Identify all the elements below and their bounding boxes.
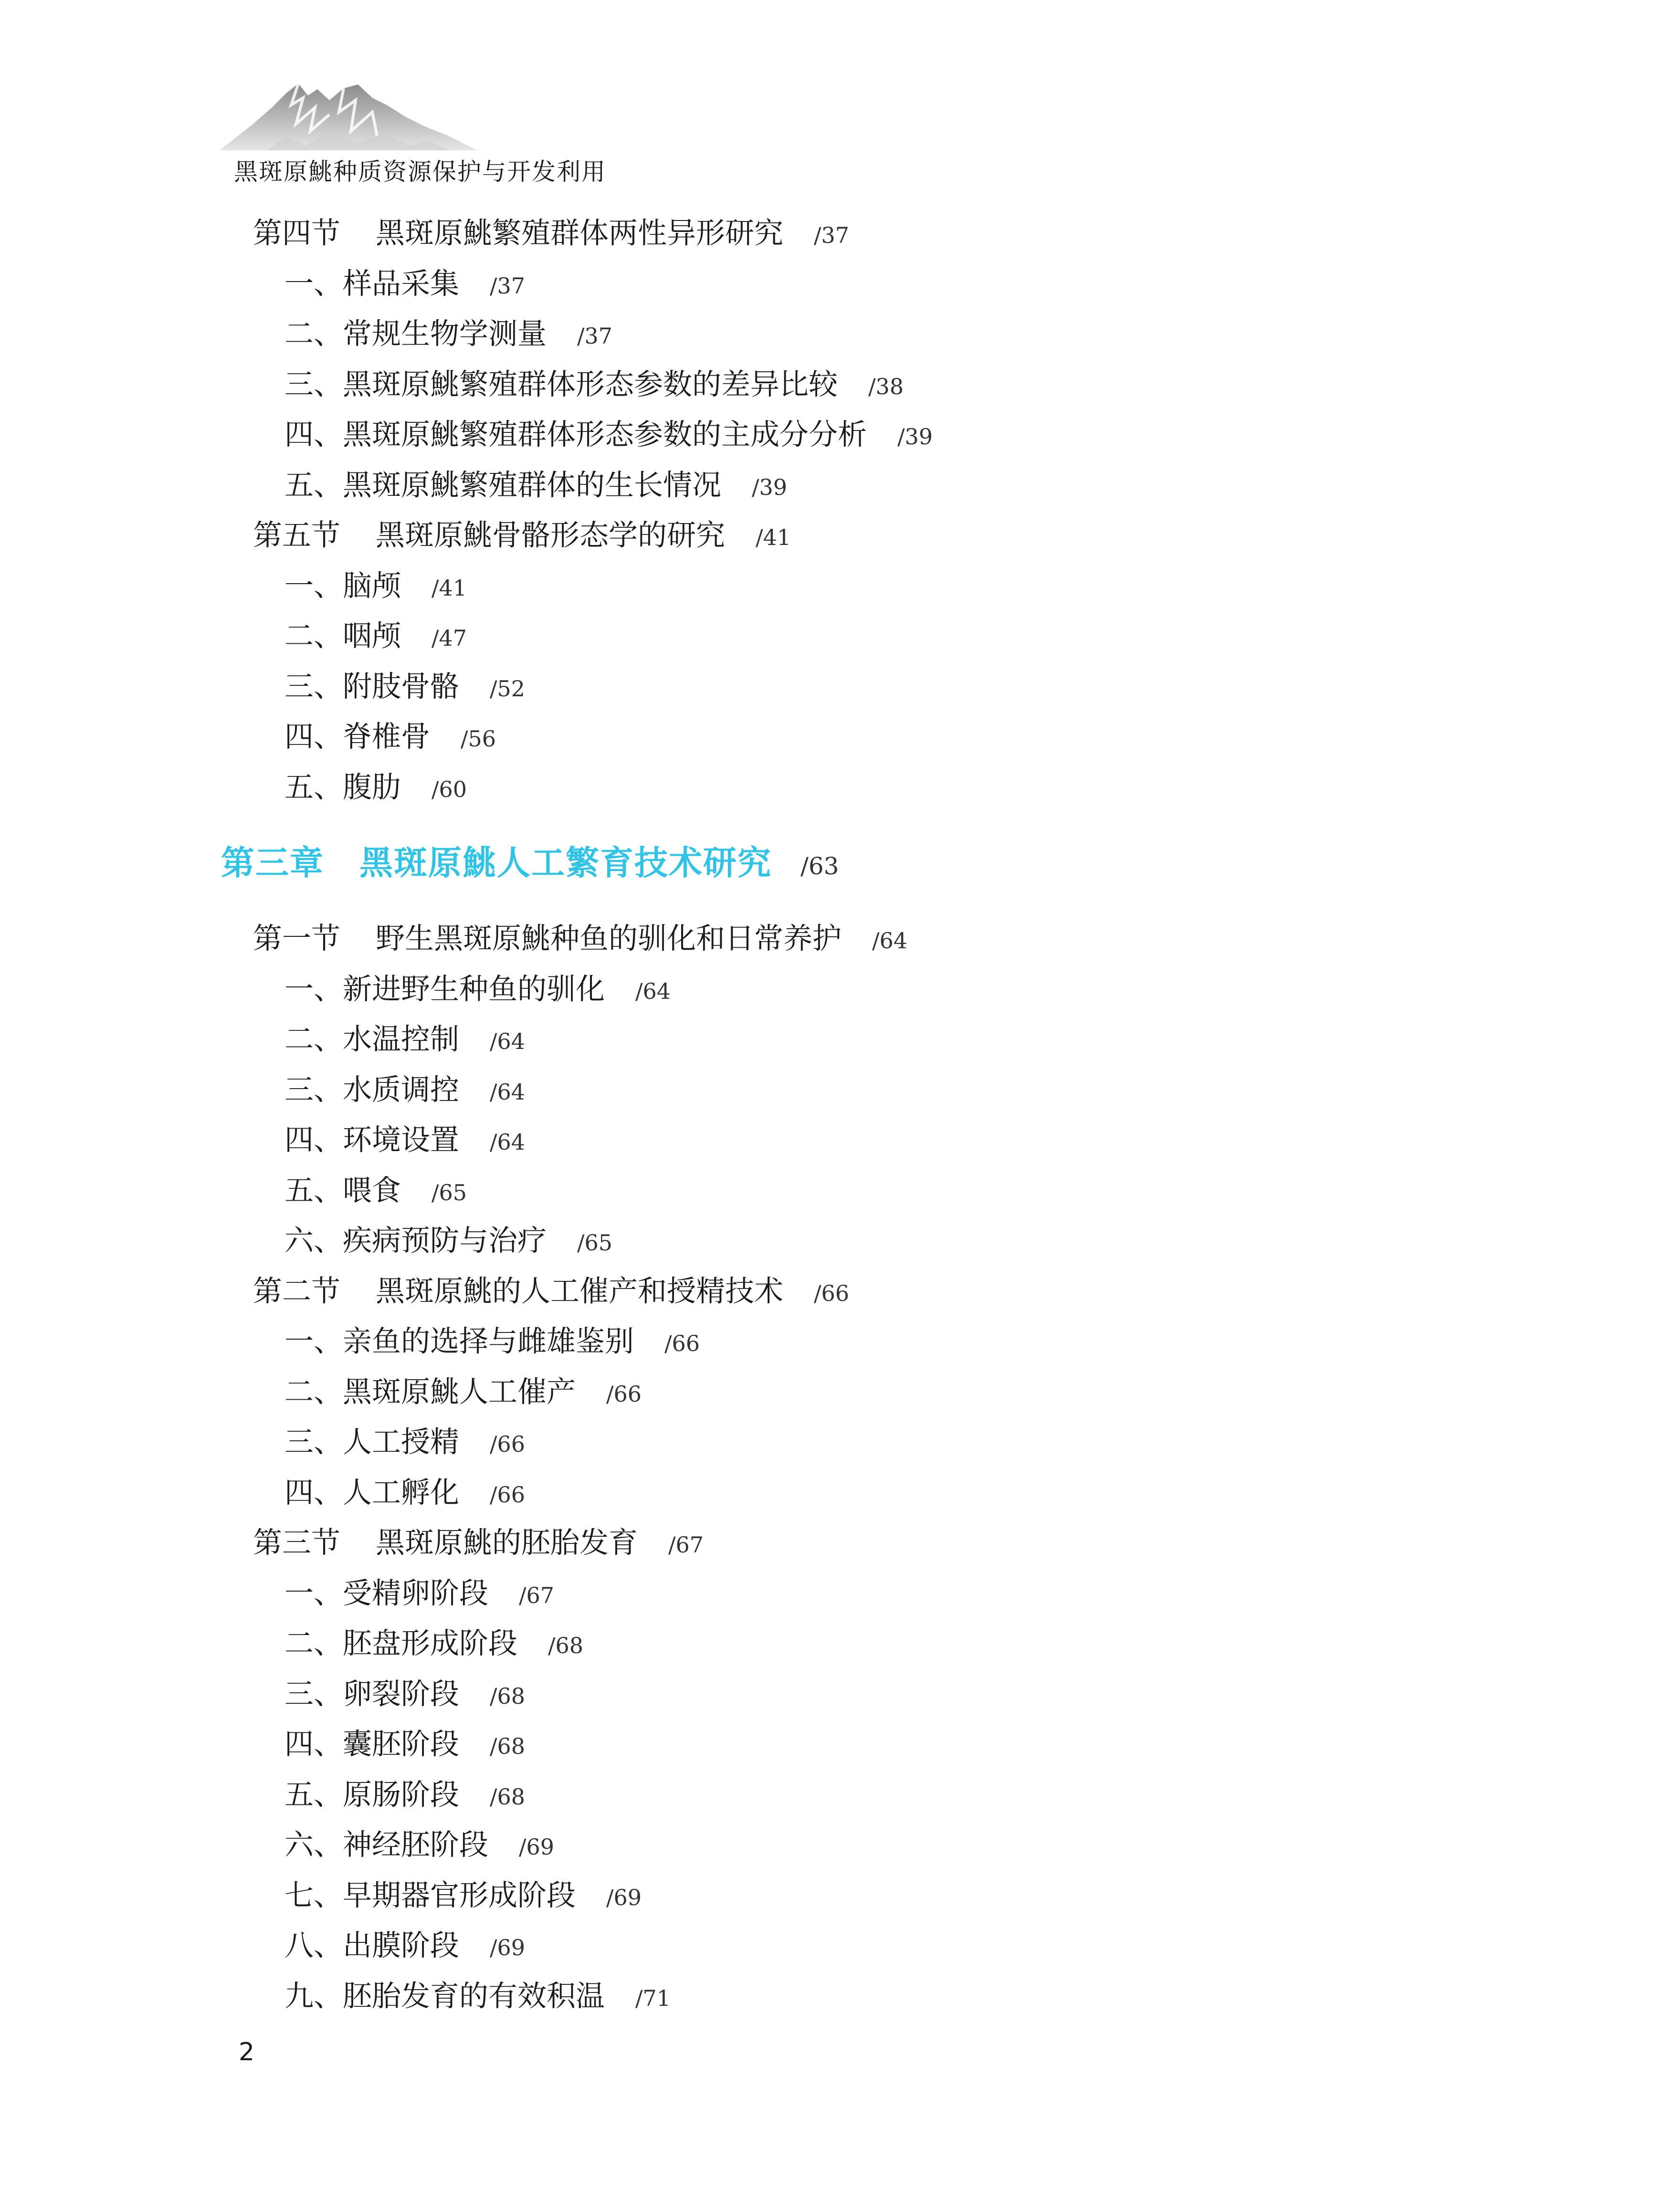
page-ref: /56 bbox=[461, 726, 496, 752]
toc-item[interactable] bbox=[284, 1879, 642, 1914]
item-label: 二、胚盘形成阶段 bbox=[284, 1626, 518, 1660]
item-label: 七、早期器官形成阶段 bbox=[284, 1878, 576, 1912]
toc-section[interactable] bbox=[253, 1526, 704, 1562]
page-ref: /41 bbox=[432, 575, 467, 601]
item-label: 二、黑斑原鮡人工催产 bbox=[284, 1375, 576, 1409]
page-ref: /71 bbox=[635, 1985, 671, 2011]
toc-section[interactable] bbox=[253, 519, 791, 554]
item-label: 四、黑斑原鮡繁殖群体形态参数的主成分分析 bbox=[284, 418, 867, 451]
toc-item[interactable] bbox=[284, 771, 467, 806]
section-title: 黑斑原鮡的胚胎发育 bbox=[376, 1526, 638, 1560]
toc-chapter[interactable] bbox=[221, 844, 839, 885]
item-label: 三、卵裂阶段 bbox=[284, 1677, 460, 1711]
item-label: 五、原肠阶段 bbox=[284, 1778, 460, 1812]
toc-item[interactable] bbox=[284, 1778, 525, 1814]
section-title: 黑斑原鮡繁殖群体两性异形研究 bbox=[376, 216, 784, 250]
page-ref: /66 bbox=[490, 1431, 526, 1457]
page-ref: /41 bbox=[756, 524, 791, 550]
page-ref: /66 bbox=[606, 1381, 642, 1407]
page-number: 2 bbox=[239, 2038, 255, 2066]
page-ref: /64 bbox=[490, 1028, 526, 1054]
toc-item[interactable] bbox=[284, 1426, 525, 1461]
item-label: 二、水温控制 bbox=[284, 1022, 460, 1056]
section-title: 野生黑斑原鮡种鱼的驯化和日常养护 bbox=[376, 922, 842, 955]
item-label: 三、黑斑原鮡繁殖群体形态参数的差异比较 bbox=[284, 367, 838, 401]
page-ref: /66 bbox=[664, 1331, 700, 1356]
item-label: 三、附肢骨骼 bbox=[284, 670, 460, 703]
toc-item[interactable] bbox=[284, 670, 525, 705]
toc-item[interactable] bbox=[284, 469, 787, 504]
item-label: 九、胚胎发育的有效积温 bbox=[284, 1979, 605, 2013]
page-ref: /64 bbox=[872, 928, 908, 954]
page-ref: /47 bbox=[432, 625, 467, 651]
toc-section[interactable] bbox=[253, 1275, 849, 1310]
toc-item[interactable] bbox=[284, 720, 496, 755]
toc-item[interactable] bbox=[284, 1174, 467, 1209]
item-label: 三、人工授精 bbox=[284, 1425, 460, 1459]
section-label: 第三节 bbox=[253, 1526, 341, 1560]
page-ref: /68 bbox=[490, 1784, 526, 1810]
page-ref: /39 bbox=[897, 424, 933, 450]
toc-item[interactable] bbox=[284, 1023, 525, 1058]
page-ref: /68 bbox=[490, 1733, 526, 1759]
toc-item[interactable] bbox=[284, 1728, 525, 1763]
toc-item[interactable] bbox=[284, 1476, 525, 1511]
page-ref: /38 bbox=[868, 374, 904, 399]
page-ref: /60 bbox=[432, 776, 467, 802]
page-ref: /69 bbox=[490, 1935, 526, 1960]
toc-section[interactable] bbox=[253, 217, 849, 252]
toc-item[interactable] bbox=[284, 1929, 525, 1964]
page-ref: /37 bbox=[577, 323, 613, 349]
item-label: 一、亲鱼的选择与雌雄鉴别 bbox=[284, 1324, 634, 1358]
toc-item[interactable] bbox=[284, 1828, 554, 1864]
toc-item[interactable] bbox=[284, 418, 933, 453]
item-label: 五、腹肋 bbox=[284, 770, 401, 804]
page-ref: /37 bbox=[490, 273, 526, 299]
item-label: 四、人工孵化 bbox=[284, 1476, 460, 1510]
toc-item[interactable] bbox=[284, 1375, 642, 1411]
toc-item[interactable] bbox=[284, 368, 904, 403]
item-label: 一、受精卵阶段 bbox=[284, 1576, 489, 1610]
toc-item[interactable] bbox=[284, 1677, 525, 1713]
toc-item[interactable] bbox=[284, 619, 467, 655]
page-ref: /67 bbox=[668, 1532, 704, 1558]
page-ref: /68 bbox=[548, 1633, 584, 1658]
item-label: 八、出膜阶段 bbox=[284, 1929, 460, 1962]
item-label: 一、样品采集 bbox=[284, 267, 460, 301]
section-label: 第四节 bbox=[253, 216, 341, 250]
item-label: 六、神经胚阶段 bbox=[284, 1828, 489, 1862]
item-label: 五、黑斑原鮡繁殖群体的生长情况 bbox=[284, 468, 722, 502]
item-label: 二、常规生物学测量 bbox=[284, 317, 547, 351]
item-label: 四、环境设置 bbox=[284, 1123, 460, 1157]
toc-section[interactable] bbox=[253, 922, 907, 957]
page-ref: /68 bbox=[490, 1683, 526, 1709]
page-ref: /37 bbox=[814, 222, 850, 248]
toc-item[interactable] bbox=[284, 1577, 554, 1612]
toc-item[interactable] bbox=[284, 317, 612, 353]
page-ref: /64 bbox=[490, 1079, 526, 1105]
item-label: 四、脊椎骨 bbox=[284, 720, 431, 754]
page-ref: /66 bbox=[814, 1280, 850, 1306]
toc-item[interactable] bbox=[284, 267, 525, 303]
toc-item[interactable] bbox=[284, 1325, 700, 1360]
toc-item[interactable] bbox=[284, 1123, 525, 1159]
item-label: 一、脑颅 bbox=[284, 569, 401, 603]
item-label: 三、水质调控 bbox=[284, 1073, 460, 1107]
item-label: 六、疾病预防与治疗 bbox=[284, 1224, 547, 1258]
page-ref: /65 bbox=[577, 1230, 613, 1256]
toc-item[interactable] bbox=[284, 1073, 525, 1109]
page-ref: /67 bbox=[519, 1583, 555, 1608]
item-label: 五、喂食 bbox=[284, 1174, 401, 1207]
page-ref: /64 bbox=[635, 978, 671, 1004]
toc-item[interactable] bbox=[284, 1627, 583, 1662]
item-label: 二、咽颅 bbox=[284, 619, 401, 653]
section-label: 第二节 bbox=[253, 1274, 341, 1308]
chapter-title: 黑斑原鮡人工繁育技术研究 bbox=[359, 843, 772, 882]
section-title: 黑斑原鮡骨骼形态学的研究 bbox=[376, 518, 726, 552]
toc-item[interactable] bbox=[284, 1980, 671, 2015]
page-ref: /65 bbox=[432, 1180, 467, 1206]
book-title: 黑斑原鮡种质资源保护与开发利用 bbox=[234, 158, 606, 186]
section-label: 第五节 bbox=[253, 518, 341, 552]
page-ref: /64 bbox=[490, 1129, 526, 1155]
page-ref: /52 bbox=[490, 676, 526, 702]
toc-item[interactable] bbox=[284, 569, 467, 605]
page-ref: /39 bbox=[752, 474, 788, 500]
toc-item[interactable] bbox=[284, 973, 671, 1008]
mountain-icon bbox=[220, 79, 477, 150]
section-title: 黑斑原鮡的人工催产和授精技术 bbox=[376, 1274, 784, 1308]
chapter-label: 第三章 bbox=[221, 843, 324, 882]
item-label: 一、新进野生种鱼的驯化 bbox=[284, 972, 605, 1006]
item-label: 四、囊胚阶段 bbox=[284, 1727, 460, 1761]
page-ref: /66 bbox=[490, 1482, 526, 1508]
page-ref: /69 bbox=[519, 1834, 555, 1860]
page-ref: /69 bbox=[606, 1885, 642, 1910]
section-label: 第一节 bbox=[253, 922, 341, 955]
page-ref: /63 bbox=[800, 852, 839, 880]
toc-item[interactable] bbox=[284, 1224, 612, 1259]
